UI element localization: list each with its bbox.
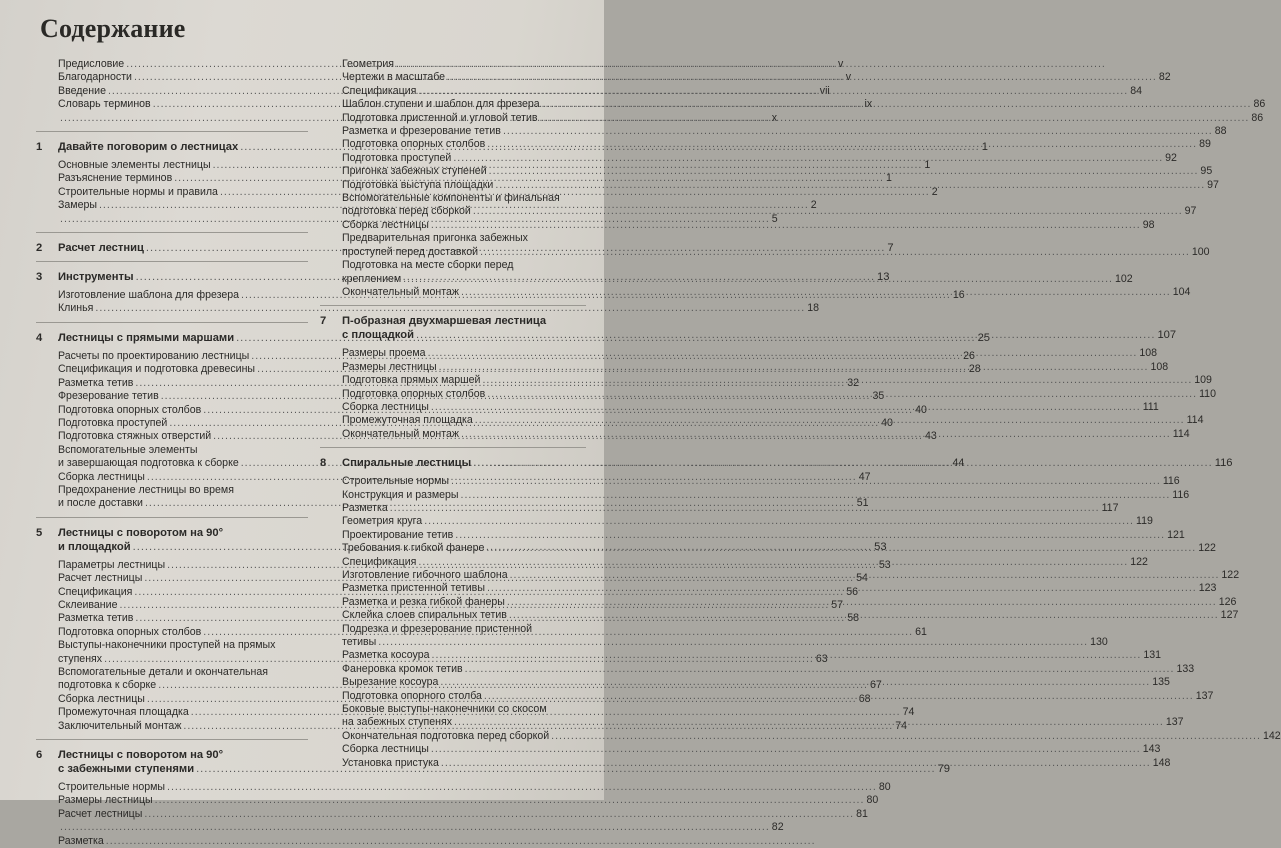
page-number: 122	[1221, 569, 1240, 581]
leader-dots	[440, 676, 1150, 689]
page-number: 82	[771, 821, 784, 834]
page-number: 114	[1186, 414, 1204, 427]
toc-entry-title: Размеры лестницы	[58, 794, 153, 807]
toc-entry-title: Подготовка стяжных отверстий	[58, 430, 212, 443]
toc-entry-title: Подготовка пристенной и угловой тетив	[342, 111, 538, 124]
page-number: 82	[1158, 71, 1171, 84]
leader-dots	[403, 273, 1113, 286]
page-number: x	[771, 111, 778, 124]
page-number: 51	[856, 497, 869, 510]
page-number: 108	[1150, 360, 1169, 373]
page-number: 130	[1090, 636, 1108, 649]
toc-entry-title: Окончательный монтаж	[342, 427, 459, 440]
page-number: vii	[819, 84, 830, 97]
toc-entry-title: Словарь терминов	[58, 98, 151, 111]
page-number: 7	[887, 242, 894, 255]
page-number: 81	[856, 807, 868, 820]
chapter-divider	[36, 739, 308, 740]
page-number: 98	[1142, 218, 1155, 231]
page-number: 114	[1172, 427, 1190, 440]
toc-entry	[320, 58, 586, 71]
leader-dots	[416, 328, 1155, 342]
toc-entry-title: Размеры лестницы	[342, 360, 437, 373]
chapter-title-line: Давайте поговорим о лестницах	[58, 141, 239, 154]
page-number: 100	[1191, 245, 1210, 258]
page-number: 143	[1142, 743, 1161, 756]
toc-entry-title: подготовка к сборке	[58, 679, 157, 692]
page-number: 53	[878, 558, 891, 571]
toc-entry-title: Разметка и фрезерование тетив	[342, 125, 501, 138]
page-number: 40	[881, 416, 893, 429]
page-number: 74	[902, 706, 915, 719]
toc-entry-title: Промежуточная площадка	[58, 706, 189, 719]
page-number: 92	[1165, 151, 1177, 164]
page-number: 79	[937, 763, 951, 776]
chapter-title-line: Расчет лестниц	[58, 242, 144, 255]
page-number: 116	[1162, 475, 1180, 488]
leader-dots	[482, 374, 1192, 387]
page-number: v	[845, 71, 852, 84]
leader-dots	[461, 489, 1171, 502]
toc-entry-title: Клинья	[58, 302, 94, 315]
toc-entry-title: Склеивание	[58, 598, 118, 611]
toc-entry-first-line: Вспомогательные компоненты и финальная	[342, 192, 560, 205]
toc-entry-title: Пригонка забежных ступеней	[342, 165, 487, 178]
page-number: 108	[1139, 347, 1158, 360]
toc-entry-title: Расчеты по проектированию лестницы	[58, 349, 250, 362]
toc-entry-title: Установка пристука	[342, 756, 439, 769]
chapter-title-line: с забежными ступенями	[58, 763, 195, 776]
toc-entry-title: Параметры лестницы	[58, 558, 166, 571]
toc-entry-title: Сборка лестницы	[58, 470, 145, 483]
page-number: 131	[1143, 649, 1162, 662]
leader-dots	[144, 808, 854, 821]
chapter-number: 2	[36, 242, 43, 255]
leader-dots	[473, 205, 1183, 218]
leader-dots	[454, 716, 1164, 729]
toc-entry	[320, 636, 1108, 649]
chapter-number: 1	[36, 141, 43, 154]
toc-entry-title: Разъяснение терминов	[58, 172, 173, 185]
page-number: 26	[963, 349, 975, 362]
chapter-title-line: Спиральные лестницы	[342, 457, 472, 470]
chapter-title-row	[342, 456, 1233, 470]
toc-entry-title: Расчет лестницы	[58, 807, 143, 820]
chapter-title-line: Лестницы с прямыми маршами	[58, 331, 235, 344]
page-number: ix	[864, 98, 873, 111]
leader-dots	[455, 529, 1165, 542]
toc-entry-title: тетивы	[342, 636, 377, 649]
page-number: 116	[1214, 457, 1233, 470]
page-number: 133	[1176, 662, 1195, 675]
toc-entry-title: Сборка лестницы	[342, 400, 429, 413]
toc-entry-title: Разметка косоура	[342, 649, 430, 662]
page-number: 32	[847, 376, 859, 389]
chapter-divider	[320, 305, 586, 306]
page-number: 44	[952, 457, 965, 470]
chapter-divider	[36, 131, 308, 132]
page-number: 110	[1199, 387, 1216, 400]
leader-dots	[480, 246, 1190, 259]
page-number: 86	[1253, 98, 1266, 111]
leader-dots	[484, 690, 1194, 703]
leader-dots	[453, 152, 1163, 165]
toc-entry	[320, 743, 1161, 756]
page-title: Содержание	[40, 14, 186, 43]
leader-dots	[487, 582, 1197, 595]
page-number: 148	[1152, 756, 1171, 769]
leader-dots	[510, 569, 1220, 582]
toc-entry-title: Подготовка проступей	[342, 151, 452, 164]
toc-entry-first-line: Подрезка и фрезерование пристенной	[342, 622, 533, 635]
chapter-number: 5	[36, 526, 43, 539]
leader-dots	[447, 71, 1157, 84]
leader-dots	[509, 609, 1219, 622]
page-number: 142	[1262, 729, 1281, 742]
toc-entry	[320, 729, 1281, 743]
leader-dots	[418, 85, 1128, 98]
toc-entry-title: подготовка перед сборкой	[342, 205, 471, 218]
page-number: 80	[866, 794, 879, 807]
toc-entry-title: ступенях	[58, 652, 103, 665]
toc-entry-title: Шаблон ступени и шаблон для фрезера	[342, 98, 540, 111]
leader-dots	[396, 58, 1106, 71]
toc-entry	[36, 835, 308, 848]
leader-dots	[167, 781, 877, 794]
toc-entry-title: Разметка тетив	[58, 612, 134, 625]
chapter-number: 6	[36, 749, 43, 762]
page-number: 5	[771, 212, 778, 225]
leader-dots	[540, 112, 1250, 125]
page-number: 35	[872, 390, 885, 403]
toc-entry	[320, 528, 1185, 542]
page-number: 88	[1214, 125, 1227, 138]
toc-entry-title: Замеры	[58, 199, 97, 212]
toc-entry-title: Подготовка опорных столбов	[342, 387, 486, 400]
leader-dots	[431, 743, 1141, 756]
toc-entry-title: Спецификация	[342, 555, 417, 568]
toc-entry-title: Вырезание косоура	[342, 676, 439, 689]
page-number: 109	[1194, 374, 1212, 387]
chapter-number: 4	[36, 331, 43, 344]
toc-entry-title: Подготовка опорных столбов	[58, 625, 202, 638]
toc-entry-title: Подготовка выступа площадки	[342, 178, 494, 191]
page-number: 1	[924, 159, 931, 172]
toc-entry-first-line: Вспомогательные детали и окончательная	[58, 666, 268, 678]
toc-entry	[320, 218, 1155, 232]
toc-entry-title: Проектирование тетив	[342, 528, 454, 541]
page-number: 13	[877, 271, 890, 284]
toc-entry-title: Строительные нормы	[58, 781, 166, 794]
page-number: 58	[847, 612, 859, 625]
toc-entry-title: Сборка лестницы	[342, 218, 429, 231]
page-number: 16	[952, 289, 965, 302]
chapter-title-line: с площадкой	[342, 329, 414, 342]
page-number: 67	[870, 679, 882, 692]
chapter-title	[342, 456, 1233, 470]
page-number: 2	[931, 185, 938, 198]
toc-entry-title: Подготовка опорных столбов	[58, 403, 202, 416]
toc-entry-title: Требования к гибкой фанере	[342, 542, 485, 555]
toc-entry-title: Геометрия	[342, 58, 395, 70]
toc-entry-first-line: Предварительная пригонка забежных	[342, 232, 528, 245]
toc-entry-title: Сборка лестницы	[58, 692, 145, 705]
leader-dots	[473, 456, 1212, 470]
toc-entry-title: Геометрия круга	[342, 515, 423, 528]
page-number: 1	[886, 172, 892, 185]
page-number: 89	[1199, 138, 1211, 151]
page-number: 40	[915, 403, 927, 416]
leader-dots	[418, 556, 1128, 569]
toc-entry	[320, 138, 1211, 151]
toc-entry	[320, 71, 1171, 84]
leader-dots	[431, 219, 1141, 232]
leader-dots	[507, 596, 1217, 609]
chapter-divider	[36, 232, 308, 233]
toc-entry	[36, 781, 891, 794]
toc-entry	[320, 178, 1219, 192]
page-number: 116	[1172, 488, 1190, 501]
toc-entry-title: Заключительный монтаж	[58, 719, 182, 732]
chapter-number: 8	[320, 457, 327, 470]
toc-entry-title: Расчет лестницы	[58, 572, 143, 585]
toc-entry-title: Конструкция и размеры	[342, 488, 459, 501]
chapter-title-line: и площадкой	[58, 540, 131, 553]
leader-dots	[551, 730, 1261, 743]
page-number: 135	[1152, 676, 1170, 689]
page-number: 80	[878, 781, 891, 794]
leader-dots	[428, 347, 1138, 360]
toc-entry-title: Подготовка опорных столбов	[342, 138, 486, 151]
toc-entry-title: Окончательная подготовка перед сборкой	[342, 729, 550, 742]
toc-entry	[36, 302, 819, 315]
page-number: 25	[977, 331, 991, 344]
toc-entry-title: Подготовка проступей	[58, 416, 168, 429]
leader-dots	[487, 388, 1197, 401]
page-number: 117	[1101, 501, 1119, 514]
toc-entry-title: Склейка слоев спиральных тетив	[342, 609, 507, 622]
leader-dots	[465, 663, 1175, 676]
toc-entry-title: проступей перед доставкой	[342, 245, 479, 258]
page-number: 43	[924, 430, 937, 443]
toc-entry-title: Строительные нормы	[342, 475, 450, 488]
page-number: 97	[1207, 178, 1219, 191]
page-number: 61	[915, 625, 927, 638]
page-number: 53	[874, 540, 887, 553]
page-number: 56	[846, 585, 858, 598]
toc-entry	[36, 821, 784, 834]
chapter-title-row	[342, 328, 1176, 342]
chapter-title-line: П-образная двухмаршевая лестница	[342, 315, 547, 328]
leader-dots	[461, 286, 1171, 299]
toc-entry-title: Строительные нормы и правила	[58, 185, 218, 198]
toc-entry-title: Введение	[58, 84, 106, 97]
toc-entry-first-line: Выступы-наконечники проступей на прямых	[58, 639, 276, 652]
leader-dots	[542, 98, 1252, 111]
toc-entry-first-line: Предохранение лестницы во время	[58, 483, 234, 496]
chapter-title	[342, 314, 1176, 342]
page-number: 123	[1198, 582, 1217, 595]
page-number: 102	[1114, 272, 1133, 285]
toc-entry-title: Основные элементы лестницы	[58, 159, 211, 172]
leader-dots	[106, 835, 816, 848]
chapter-number: 3	[36, 271, 43, 284]
toc-entry-title: Подготовка прямых маршей	[342, 374, 481, 387]
page-number: 84	[1130, 84, 1142, 97]
toc-entry-title: Разметка пристенной тетивы	[342, 582, 485, 595]
leader-dots	[439, 361, 1149, 374]
toc-entry	[36, 794, 879, 807]
page-number: 57	[831, 598, 844, 611]
page-number: 2	[810, 199, 817, 212]
leader-dots	[451, 475, 1161, 488]
page-number: 122	[1198, 542, 1216, 555]
leader-dots	[60, 821, 770, 834]
leader-dots	[503, 125, 1213, 138]
toc-entry-title: Благодарности	[58, 71, 132, 84]
toc-entry-title: Чертежи в масштабе	[342, 71, 446, 84]
toc-entry-first-line: Подготовка на месте сборки перед	[342, 259, 514, 272]
leader-dots	[155, 794, 865, 807]
page-number: 104	[1172, 285, 1191, 298]
toc-entry-title: на забежных ступенях	[342, 716, 453, 729]
page-number: 127	[1220, 609, 1239, 622]
leader-dots	[378, 636, 1088, 649]
chapter-title-line: Лестницы с поворотом на 90°	[58, 526, 224, 539]
leader-dots	[495, 179, 1205, 192]
page-number: 107	[1157, 329, 1177, 342]
page-number: 1	[981, 141, 988, 154]
chapter-number: 7	[320, 315, 327, 328]
toc-entry-first-line: Вспомогательные элементы	[58, 443, 198, 456]
leader-dots	[424, 515, 1134, 528]
toc-entry	[320, 205, 1197, 218]
page-number: 126	[1218, 595, 1237, 608]
page-number: 121	[1167, 528, 1185, 541]
chapter-title-line: Лестницы с поворотом на 90°	[58, 749, 224, 762]
toc-entry-title: Разметка и резка гибкой фанеры	[342, 595, 505, 608]
page-number: 137	[1165, 716, 1184, 729]
chapter-divider	[36, 517, 308, 518]
page-number: 18	[807, 302, 819, 315]
leader-dots	[441, 757, 1151, 770]
page-number: 54	[856, 572, 868, 585]
toc-entry-title: Изготовление шаблона для фрезера	[58, 289, 240, 302]
toc-entry-title: Подготовка опорного столба	[342, 689, 482, 702]
toc-entry-title: Размеры проема	[342, 347, 426, 360]
toc-entry-title: Сборка лестницы	[342, 743, 429, 756]
toc-entry	[320, 662, 1195, 676]
toc-entry-title: Промежуточная площадка	[342, 414, 473, 427]
chapter-divider	[320, 447, 586, 448]
toc-entry-title: Предисловие	[58, 58, 125, 70]
toc-entry-title: Спецификация и подготовка древесины	[58, 363, 256, 376]
toc-entry	[320, 125, 1227, 138]
page-number: 137	[1195, 689, 1214, 702]
chapter-divider	[36, 322, 308, 323]
toc-entry-first-line: Боковые выступы-наконечники со скосом	[342, 703, 547, 716]
toc-entry-title: креплением	[342, 272, 402, 285]
leader-dots	[431, 401, 1141, 414]
toc-entry-title: Фрезерование тетив	[58, 390, 159, 403]
page-number: 122	[1130, 555, 1148, 568]
leader-dots	[489, 165, 1199, 178]
page-number: 95	[1200, 165, 1213, 178]
page-number: 97	[1184, 205, 1197, 218]
page-number: 68	[858, 692, 871, 705]
page-number: 86	[1251, 111, 1264, 124]
leader-dots	[475, 414, 1185, 427]
leader-dots	[432, 649, 1142, 662]
toc-entry-title: Изготовление гибочного шаблона	[342, 569, 508, 581]
toc-entry	[320, 515, 1153, 528]
toc-entry-title: Разметка	[342, 501, 388, 514]
toc-entry-title: и завершающая подготовка к сборке	[58, 457, 239, 470]
leader-dots	[390, 502, 1100, 515]
toc-entry-title: Окончательный монтаж	[342, 285, 459, 298]
toc-entry	[320, 488, 1190, 502]
toc-entry	[320, 165, 1213, 178]
toc-entry	[320, 245, 1210, 259]
toc-entry-title: Спецификация	[342, 84, 417, 97]
toc-entry-title: Разметка тетив	[58, 376, 134, 389]
leader-dots	[461, 428, 1171, 441]
page-number: 47	[858, 470, 871, 483]
page-number: 63	[815, 652, 828, 665]
leader-dots	[487, 138, 1197, 151]
toc-entry-title: Разметка	[58, 834, 104, 847]
chapter-title-line: Инструменты	[58, 271, 134, 284]
toc-entry-title: Спецификация	[58, 585, 133, 598]
page-number: 111	[1142, 400, 1159, 413]
toc-entry	[320, 111, 1264, 125]
page-number: v	[838, 58, 844, 70]
page-number: 74	[895, 719, 908, 732]
toc-entry	[36, 807, 868, 821]
toc-entry	[320, 151, 1177, 165]
page-number: 28	[968, 363, 981, 376]
leader-dots	[486, 542, 1196, 555]
toc-entry-title: и после доставки	[58, 497, 143, 510]
toc-entry-title: Фанеровка кромок тетив	[342, 662, 463, 675]
chapter-divider	[36, 261, 308, 262]
page-number: 119	[1136, 515, 1153, 528]
